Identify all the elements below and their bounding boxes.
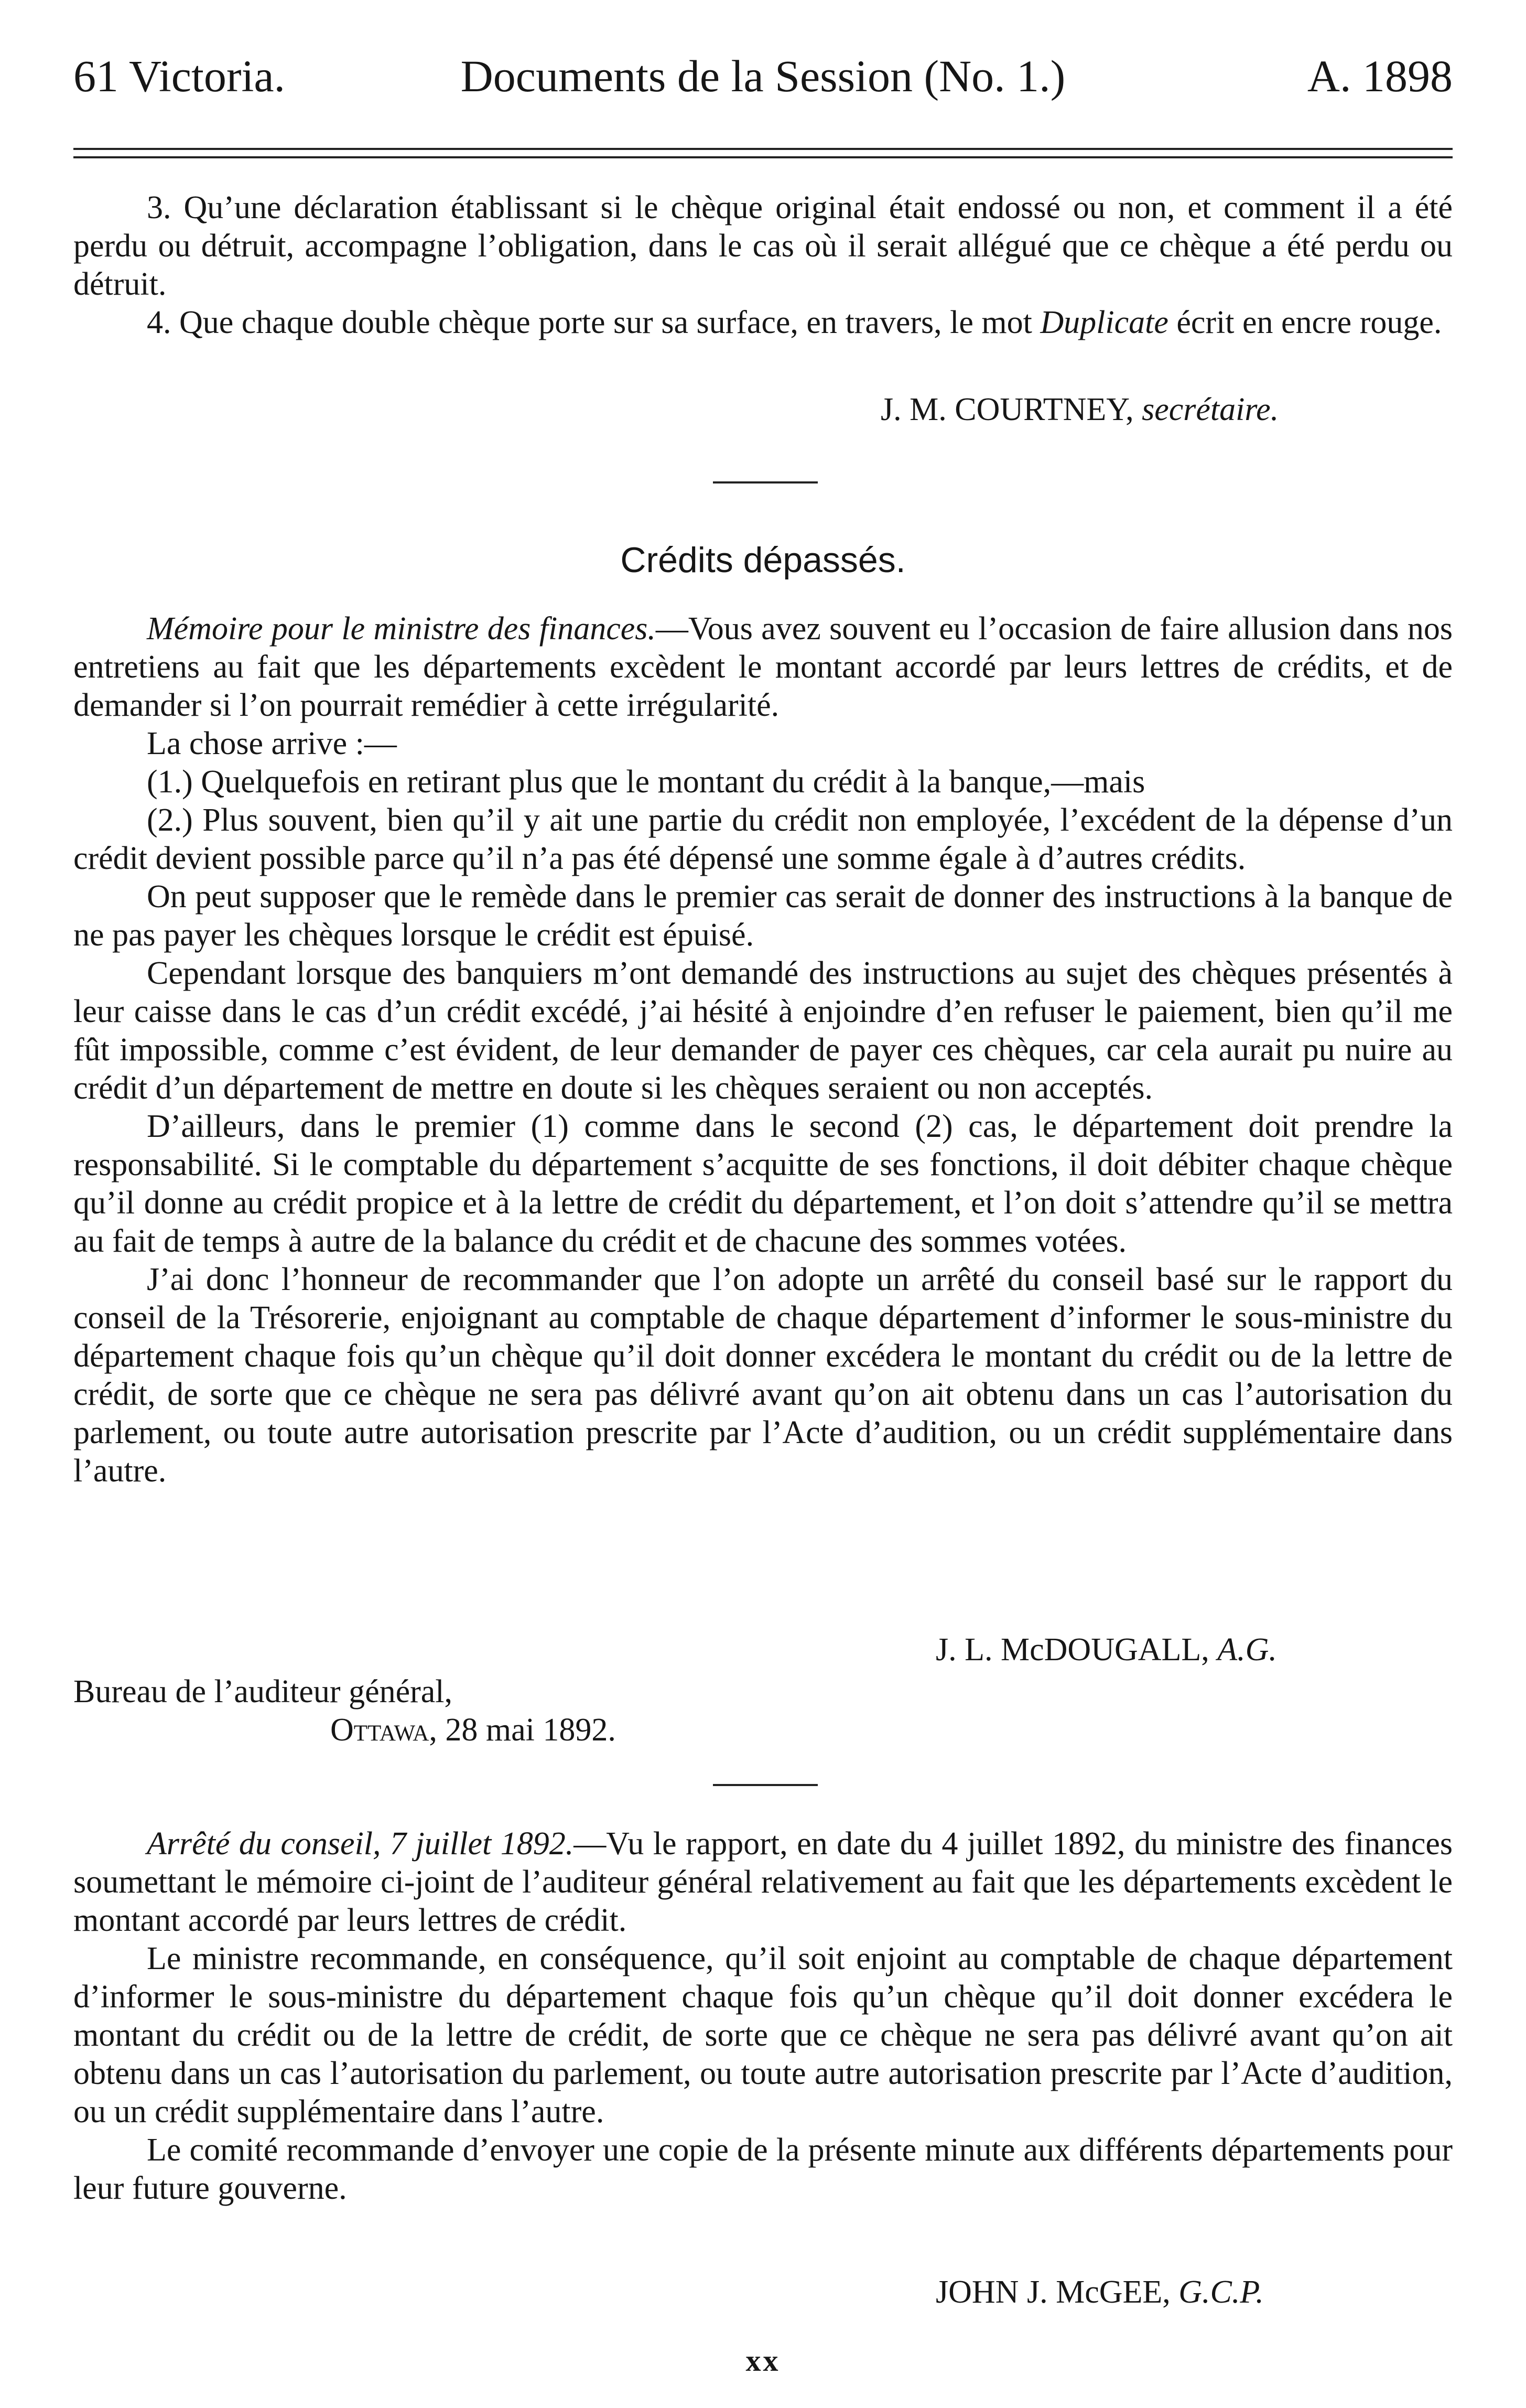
memo-cependant: Cependant lorsque des banquiers m’ont demandé des instructions au sujet des chèques présentés à leur caisse dans le cas d’un crédit excédé, j’ai hésité à enjoindre d’en refuser le paiement, bien qu’il me fût impossible, comme c’est évident, de leur demander de payer ces chèques, car cela aurait pu nuire au crédit d’un département de mettre en doute si les chèques seraient ou non acceptés. — [73, 955, 1453, 1106]
memo-section — [73, 610, 1453, 1490]
top-section — [73, 189, 1453, 342]
page-header — [73, 50, 1453, 102]
header-right: A. 1898 — [1307, 51, 1453, 101]
header-rule-top — [73, 148, 1453, 150]
header-left: 61 Victoria. — [73, 51, 286, 101]
section-divider-1 — [713, 481, 818, 483]
memo-case-2: (2.) Plus souvent, bien qu’il y ait une partie du crédit non employée, l’excédent de la dépense d’un crédit devient possible parce qu’il n’a pas été dépensé une somme égale à d’autres crédits. — [73, 802, 1453, 876]
page-number: xx — [745, 2344, 781, 2378]
item-3: 3. Qu’une déclaration établissant si le chèque original était endossé ou non, et comment il a été perdu ou détruit, accompagne l’obligation, dans le cas où il serait allégué que ce chèque a été perdu ou détruit. — [73, 190, 1453, 302]
mcdougall-signature — [936, 1631, 1277, 1669]
mcgee-role: G.C.P. — [1178, 2274, 1264, 2310]
order-lead-text: —Vu le rapport, en date du 4 juillet 1892, du ministre des finances soumettant le mémoire ci-joint de l’auditeur général relativement au fait que les départements excèdent le montant accordé par leurs lettres de crédit. — [73, 1826, 1453, 1938]
courtney-role: secrétaire. — [1142, 392, 1279, 427]
header-rule-bottom — [73, 156, 1453, 158]
place-office: Bureau de l’auditeur général, — [73, 1674, 452, 1710]
order-ministre: Le ministre recommande, en conséquence, qu’il soit enjoint au comptable de chaque département d’informer le sous-ministre du département chaque fois qu’un chèque qu’il doit donner excédera le montant du crédit ou de la lettre de crédit, de sorte que ce chèque ne sera pas délivré avant qu’on ait obtenu dans un cas l’autorisation du parlement, ou toute autre autorisation prescrite par l’Acte d’audition, ou un crédit supplémentaire dans l’autre. — [73, 1941, 1453, 2130]
item-4-after: écrit en encre rouge. — [1168, 305, 1442, 340]
place-city: Ottawa — [330, 1712, 429, 1748]
mcgee-name: JOHN J. McGEE, — [936, 2274, 1179, 2310]
memo-lead — [73, 610, 1453, 725]
courtney-signature — [881, 391, 1279, 429]
order-section — [73, 1825, 1453, 2208]
courtney-name: J. M. COURTNEY, — [881, 392, 1142, 427]
item-4-italic: Duplicate — [1040, 305, 1168, 340]
order-comite: Le comité recommande d’envoyer une copie de la présente minute aux différents départements pour leur future gouverne. — [73, 2132, 1453, 2206]
memo-lead-text: —Vous avez souvent eu l’occasion de faire allusion dans nos entretiens au fait que les départements excèdent le montant accordé par leurs lettres de crédits, et de demander si l’on pourrait remédier à cette irrégularité. — [73, 611, 1453, 723]
mcgee-signature — [936, 2273, 1264, 2312]
place-date: , 28 mai 1892. — [429, 1712, 616, 1748]
memo-honneur: J’ai donc l’honneur de recommander que l’on adopte un arrêté du conseil basé sur le rapport du conseil de la Trésorerie, enjoignant au comptable de chaque département d’informer le sous-ministre du département chaque fois qu’un chèque qu’il doit donner excédera le montant du crédit ou de la lettre de crédit, de sorte que ce chèque ne sera pas délivré avant qu’on ait obtenu dans un cas l’autorisation du parlement, ou toute autre autorisation prescrite par l’Acte d’audition, ou un crédit supplémentaire dans l’autre. — [73, 1262, 1453, 1489]
memo-chose: La chose arrive :— — [147, 726, 397, 761]
section-title: Crédits dépassés. — [620, 540, 906, 580]
memo-lead-italic: Mémoire pour le ministre des finances. — [147, 611, 656, 647]
header-center: Documents de la Session (No. 1.) — [460, 51, 1066, 101]
order-lead-italic: Arrêté du conseil, 7 juillet 1892. — [147, 1826, 574, 1862]
memo-case-1: (1.) Quelquefois en retirant plus que le montant du crédit à la banque,—mais — [147, 764, 1145, 800]
order-lead — [73, 1825, 1453, 1940]
memo-remede: On peut supposer que le remède dans le premier cas serait de donner des instructions à la banque de ne pas payer les chèques lorsque le crédit est épuisé. — [73, 879, 1453, 953]
mcdougall-role: A.G. — [1217, 1632, 1277, 1668]
mcdougall-name: J. L. McDOUGALL, — [936, 1632, 1218, 1668]
memo-ailleurs: D’ailleurs, dans le premier (1) comme dans le second (2) cas, le département doit prendre la responsabilité. Si le comptable du département s’acquitte de ses fonctions, il doit débiter chaque chèque qu’il donne au crédit propice et à la lettre de crédit du département, et l’on doit s’attendre qu’il se mettra au fait de temps à autre de la balance du crédit et de chacune des sommes votées. — [73, 1109, 1453, 1259]
place-line — [330, 1711, 616, 1749]
section-divider-2 — [713, 1784, 818, 1786]
item-4 — [73, 304, 1453, 342]
item-4-before: 4. Que chaque double chèque porte sur sa surface, en travers, le mot — [147, 305, 1041, 340]
